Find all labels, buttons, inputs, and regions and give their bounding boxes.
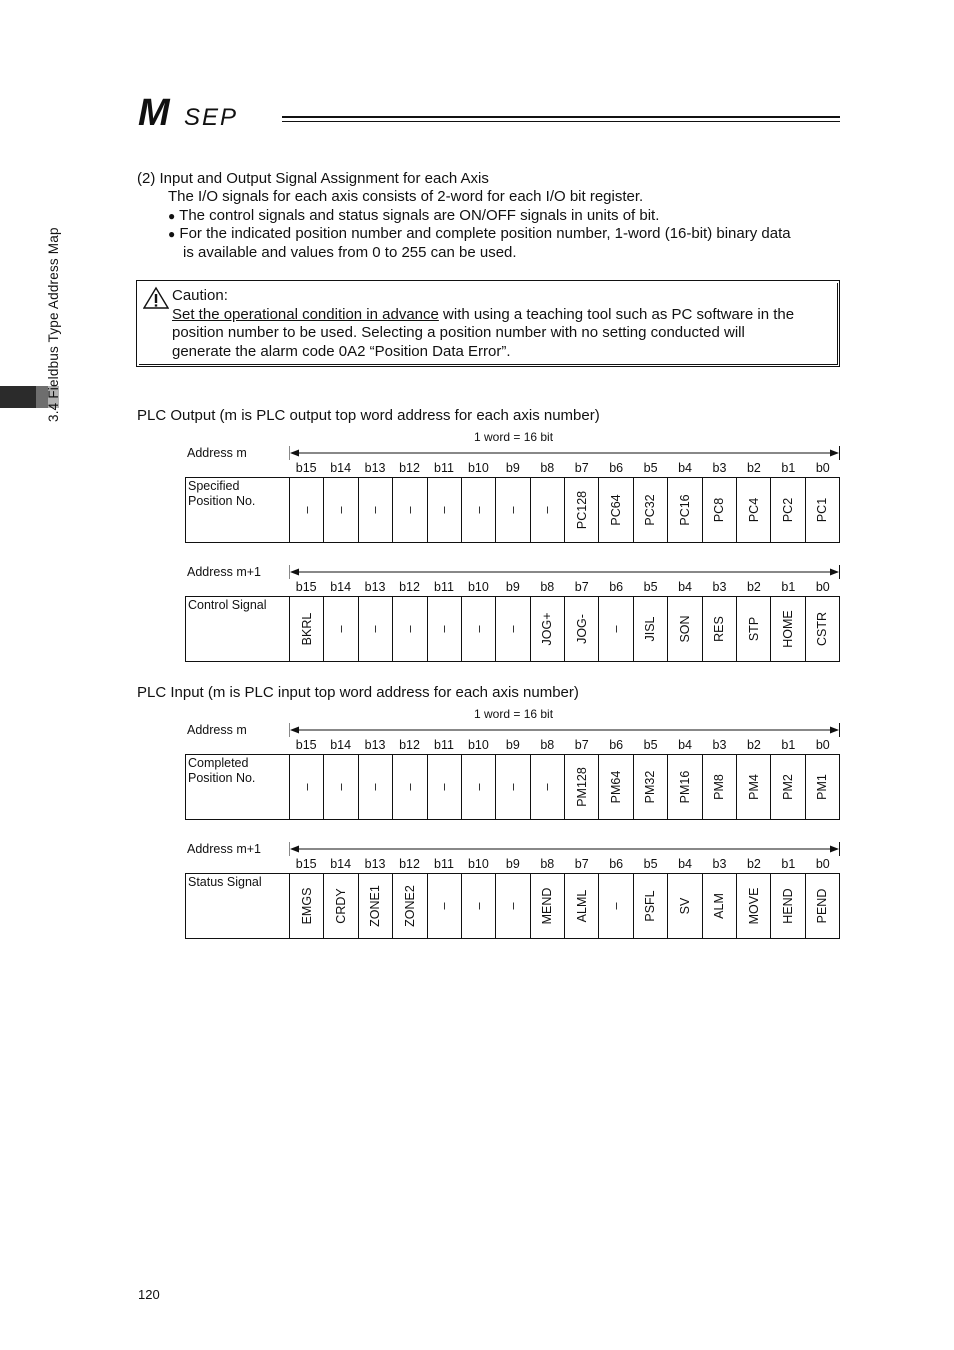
- section-heading: (2) Input and Output Signal Assignment for each Axis: [137, 170, 489, 187]
- signal-label: –: [609, 625, 624, 633]
- signal-cell: [703, 597, 737, 661]
- bullet-item: [168, 225, 791, 244]
- signal-cell: [393, 478, 427, 542]
- bit-header: b12: [399, 857, 420, 871]
- bit-header: b14: [330, 461, 352, 475]
- bit-header: b2: [746, 738, 761, 752]
- signal-label: –: [437, 783, 452, 791]
- signal-cell: [771, 478, 805, 542]
- plc-input-title: PLC Input (m is PLC input top word address for each axis number): [137, 684, 579, 701]
- signal-label: ALML: [574, 889, 589, 923]
- signal-label: JISL: [643, 616, 658, 642]
- caution-text-line: position number to be used. Selecting a position number with no setting conducted will: [172, 324, 745, 341]
- word-span-arrow: [289, 723, 840, 737]
- signal-label: PM4: [746, 774, 761, 800]
- bit-header: b4: [678, 738, 692, 752]
- bit-header: b0: [815, 738, 830, 752]
- bullet-dot-icon: ●: [168, 209, 176, 223]
- signal-label: JOG-: [574, 614, 589, 644]
- signal-label: SON: [677, 615, 692, 643]
- bit-header: b12: [399, 738, 420, 752]
- signal-cell: [531, 755, 565, 819]
- bit-header: b2: [746, 580, 761, 594]
- signal-cell: [290, 874, 324, 938]
- signal-label: –: [334, 506, 349, 514]
- signal-label: PM32: [643, 770, 658, 804]
- signal-cell: [565, 755, 599, 819]
- bullet-item: [168, 207, 659, 226]
- bit-header: b15: [295, 738, 317, 752]
- bit-header: b12: [399, 580, 420, 594]
- signal-label: PC8: [712, 497, 727, 523]
- signal-label: HOME: [780, 610, 795, 648]
- register-row: [185, 596, 840, 662]
- bit-header: b14: [330, 857, 352, 871]
- register-name: Status Signal: [186, 874, 290, 938]
- signal-cell: [496, 755, 530, 819]
- bit-header: b2: [746, 857, 761, 871]
- word-span-arrow: [289, 446, 840, 460]
- bit-header: b10: [467, 857, 489, 871]
- signal-label: CSTR: [815, 611, 830, 647]
- signal-label: BKRL: [299, 612, 314, 646]
- bit-header: b5: [643, 738, 658, 752]
- bit-header: b9: [505, 738, 520, 752]
- signal-label: –: [540, 783, 555, 791]
- signal-label: –: [368, 783, 383, 791]
- signal-cell: [324, 478, 358, 542]
- signal-cell: [290, 755, 324, 819]
- signal-label: PM16: [677, 770, 692, 804]
- signal-cell: [771, 755, 805, 819]
- signal-cell: [290, 478, 324, 542]
- address-label: Address m: [187, 446, 247, 460]
- signal-label: –: [471, 506, 486, 514]
- logo-letter-m: M: [138, 92, 170, 132]
- bit-header: b8: [540, 857, 555, 871]
- bit-header: b10: [467, 461, 489, 475]
- register-row: [185, 873, 840, 939]
- signal-label: PC2: [780, 497, 795, 523]
- address-label: Address m+1: [187, 842, 261, 856]
- bullet-text-continuation: is available and values from 0 to 255 can be used.: [183, 244, 517, 261]
- bit-header: b4: [678, 857, 692, 871]
- signal-label: PM128: [574, 767, 589, 807]
- signal-cell: [703, 874, 737, 938]
- caution-title: Caution:: [172, 287, 228, 304]
- signal-label: –: [402, 783, 417, 791]
- bit-header: b0: [815, 580, 830, 594]
- signal-cell: [462, 478, 496, 542]
- signal-cell: [462, 874, 496, 938]
- signal-cell: [565, 478, 599, 542]
- bit-header: b1: [781, 461, 796, 475]
- signal-cell: [531, 478, 565, 542]
- caution-text-line: [172, 306, 794, 325]
- signal-label: –: [505, 783, 520, 791]
- signal-label: PC4: [746, 497, 761, 523]
- signal-cell: [806, 597, 839, 661]
- register-name: Control Signal: [186, 597, 290, 661]
- side-tab-marker-dark: [0, 386, 36, 408]
- signal-cell: [359, 478, 393, 542]
- signal-cell: [393, 755, 427, 819]
- signal-cell: [565, 597, 599, 661]
- signal-label: –: [437, 902, 452, 910]
- signal-cell: [806, 478, 839, 542]
- signal-cell: [599, 597, 633, 661]
- intro-text: The I/O signals for each axis consists of 2-word for each I/O bit register.: [168, 188, 644, 205]
- signal-cell: [634, 478, 668, 542]
- bit-header: b15: [295, 857, 317, 871]
- signal-label: PC128: [574, 490, 589, 530]
- bit-header: b1: [781, 857, 796, 871]
- signal-cell: [359, 874, 393, 938]
- signal-label: –: [334, 783, 349, 791]
- signal-label: –: [334, 625, 349, 633]
- bit-header-row: [289, 579, 840, 596]
- signal-label: ALM: [712, 893, 727, 919]
- bit-header: b8: [540, 461, 555, 475]
- caution-text-rest: with using a teaching tool such as PC software in the: [438, 306, 795, 323]
- signal-cell: [634, 874, 668, 938]
- bit-header: b5: [643, 461, 658, 475]
- signal-label: –: [437, 625, 452, 633]
- bit-header: b11: [434, 580, 454, 594]
- signal-label: PC64: [609, 494, 624, 526]
- signal-label: SV: [677, 897, 692, 915]
- signal-cell: [737, 874, 771, 938]
- header-rule-thick: [282, 116, 840, 118]
- logo-letters-sep: SEP: [184, 104, 239, 131]
- signal-cell: [737, 597, 771, 661]
- bit-header: b13: [364, 580, 386, 594]
- signal-label: –: [471, 902, 486, 910]
- signal-label: –: [402, 506, 417, 514]
- bit-header: b13: [364, 857, 386, 871]
- bit-header: b7: [574, 857, 589, 871]
- signal-cell: [359, 597, 393, 661]
- bit-header: b0: [815, 857, 830, 871]
- bit-header: b9: [505, 857, 520, 871]
- bit-header: b3: [712, 580, 727, 594]
- signal-cell: [737, 755, 771, 819]
- signal-label: PM1: [815, 774, 830, 800]
- signal-cell: [668, 755, 702, 819]
- signal-label: –: [402, 625, 417, 633]
- signal-label: –: [299, 506, 314, 514]
- signal-label: –: [505, 625, 520, 633]
- signal-label: PM8: [712, 774, 727, 800]
- signal-cell: [806, 874, 839, 938]
- signal-cell: [393, 597, 427, 661]
- bit-header: b1: [781, 580, 796, 594]
- bit-header: b8: [540, 580, 555, 594]
- signal-cell: [290, 597, 324, 661]
- signal-label: RES: [712, 616, 727, 642]
- signal-label: PC1: [815, 497, 830, 523]
- signal-cell: [359, 755, 393, 819]
- signal-label: PC16: [677, 494, 692, 526]
- signal-label: –: [471, 783, 486, 791]
- signal-cell: [599, 478, 633, 542]
- bit-header: b15: [295, 580, 317, 594]
- caution-underlined-text: Set the operational condition in advance: [172, 306, 439, 323]
- bit-header: b11: [434, 738, 454, 752]
- bit-header: b6: [609, 857, 624, 871]
- signal-cell: [462, 597, 496, 661]
- signal-label: PEND: [815, 888, 830, 924]
- bit-header: b4: [678, 580, 692, 594]
- register-row: [185, 477, 840, 543]
- signal-label: –: [505, 506, 520, 514]
- plc-output-title: PLC Output (m is PLC output top word address for each axis number): [137, 407, 600, 424]
- signal-label: ZONE1: [368, 885, 383, 927]
- bit-header: b6: [609, 461, 624, 475]
- word-size-label: 1 word = 16 bit: [474, 430, 554, 444]
- signal-label: –: [437, 506, 452, 514]
- bullet-text: The control signals and status signals are ON/OFF signals in units of bit.: [179, 207, 660, 224]
- signal-cell: [496, 478, 530, 542]
- bit-header: b11: [434, 461, 454, 475]
- signal-cell: [428, 755, 462, 819]
- bit-header: b7: [574, 461, 589, 475]
- signal-label: –: [299, 783, 314, 791]
- bit-header: b12: [399, 461, 420, 475]
- bit-header: b3: [712, 461, 727, 475]
- signal-label: PM2: [780, 774, 795, 800]
- bit-header: b6: [609, 580, 624, 594]
- bit-header: b11: [434, 857, 454, 871]
- signal-label: PM64: [609, 770, 624, 804]
- signal-label: ZONE2: [402, 885, 417, 927]
- signal-label: STP: [746, 616, 761, 642]
- bit-header: b0: [815, 461, 830, 475]
- signal-cell: [771, 597, 805, 661]
- bit-header: b9: [505, 461, 520, 475]
- signal-cell: [703, 478, 737, 542]
- bit-header: b13: [364, 461, 386, 475]
- signal-cell: [771, 874, 805, 938]
- msep-logo: [138, 92, 278, 132]
- signal-label: JOG+: [540, 612, 555, 646]
- signal-cell: [531, 874, 565, 938]
- bit-header: b5: [643, 857, 658, 871]
- signal-cell: [565, 874, 599, 938]
- signal-cell: [668, 478, 702, 542]
- signal-cell: [324, 597, 358, 661]
- bit-header: b3: [712, 857, 727, 871]
- warning-triangle-icon: [143, 286, 169, 310]
- signal-label: MEND: [540, 887, 555, 925]
- bit-header: b6: [609, 738, 624, 752]
- bit-header: b7: [574, 580, 589, 594]
- signal-cell: [496, 597, 530, 661]
- header-rule-thin: [282, 121, 840, 122]
- signal-cell: [634, 755, 668, 819]
- page-number: 120: [138, 1287, 160, 1302]
- bit-header-row: [289, 856, 840, 873]
- signal-label: –: [368, 506, 383, 514]
- bit-header: b2: [746, 461, 761, 475]
- signal-label: MOVE: [746, 887, 761, 925]
- word-span-arrow: [289, 842, 840, 856]
- bit-header: b8: [540, 738, 555, 752]
- register-row: [185, 754, 840, 820]
- signal-cell: [668, 874, 702, 938]
- signal-cell: [737, 478, 771, 542]
- bullet-dot-icon: ●: [168, 227, 176, 241]
- signal-label: HEND: [780, 888, 795, 924]
- signal-cell: [428, 874, 462, 938]
- bullet-text: For the indicated position number and complete position number, 1-word (16-bit) binary data: [179, 225, 791, 242]
- signal-cell: [599, 874, 633, 938]
- address-label: Address m: [187, 723, 247, 737]
- bit-header: b14: [330, 580, 352, 594]
- signal-label: –: [609, 902, 624, 910]
- bit-header: b1: [781, 738, 796, 752]
- bit-header: b15: [295, 461, 317, 475]
- bit-header: b10: [467, 580, 489, 594]
- bit-header: b10: [467, 738, 489, 752]
- signal-label: EMGS: [299, 887, 314, 925]
- caution-text-line: generate the alarm code 0A2 “Position Data Error”.: [172, 343, 511, 360]
- signal-cell: [806, 755, 839, 819]
- signal-cell: [462, 755, 496, 819]
- bit-header: b3: [712, 738, 727, 752]
- signal-cell: [428, 478, 462, 542]
- bit-header: b9: [505, 580, 520, 594]
- bit-header: b13: [364, 738, 386, 752]
- signal-cell: [668, 597, 702, 661]
- register-name: Completed Position No.: [186, 755, 290, 819]
- signal-cell: [703, 755, 737, 819]
- side-section-label: 3.4 Fieldbus Type Address Map: [46, 227, 61, 422]
- signal-cell: [324, 874, 358, 938]
- signal-label: –: [471, 625, 486, 633]
- signal-cell: [393, 874, 427, 938]
- word-size-label: 1 word = 16 bit: [474, 707, 554, 721]
- signal-label: CRDY: [334, 888, 349, 924]
- address-label: Address m+1: [187, 565, 261, 579]
- signal-cell: [634, 597, 668, 661]
- bit-header: b4: [678, 461, 692, 475]
- signal-cell: [324, 755, 358, 819]
- bit-header: b14: [330, 738, 352, 752]
- bit-header: b7: [574, 738, 589, 752]
- register-name: Specified Position No.: [186, 478, 290, 542]
- signal-cell: [496, 874, 530, 938]
- bit-header: b5: [643, 580, 658, 594]
- signal-label: –: [540, 506, 555, 514]
- signal-label: –: [505, 902, 520, 910]
- signal-cell: [531, 597, 565, 661]
- word-span-arrow: [289, 565, 840, 579]
- bit-header-row: [289, 737, 840, 754]
- bit-header-row: [289, 460, 840, 477]
- signal-cell: [428, 597, 462, 661]
- signal-cell: [599, 755, 633, 819]
- signal-label: PSFL: [643, 890, 658, 922]
- signal-label: PC32: [643, 494, 658, 526]
- signal-label: –: [368, 625, 383, 633]
